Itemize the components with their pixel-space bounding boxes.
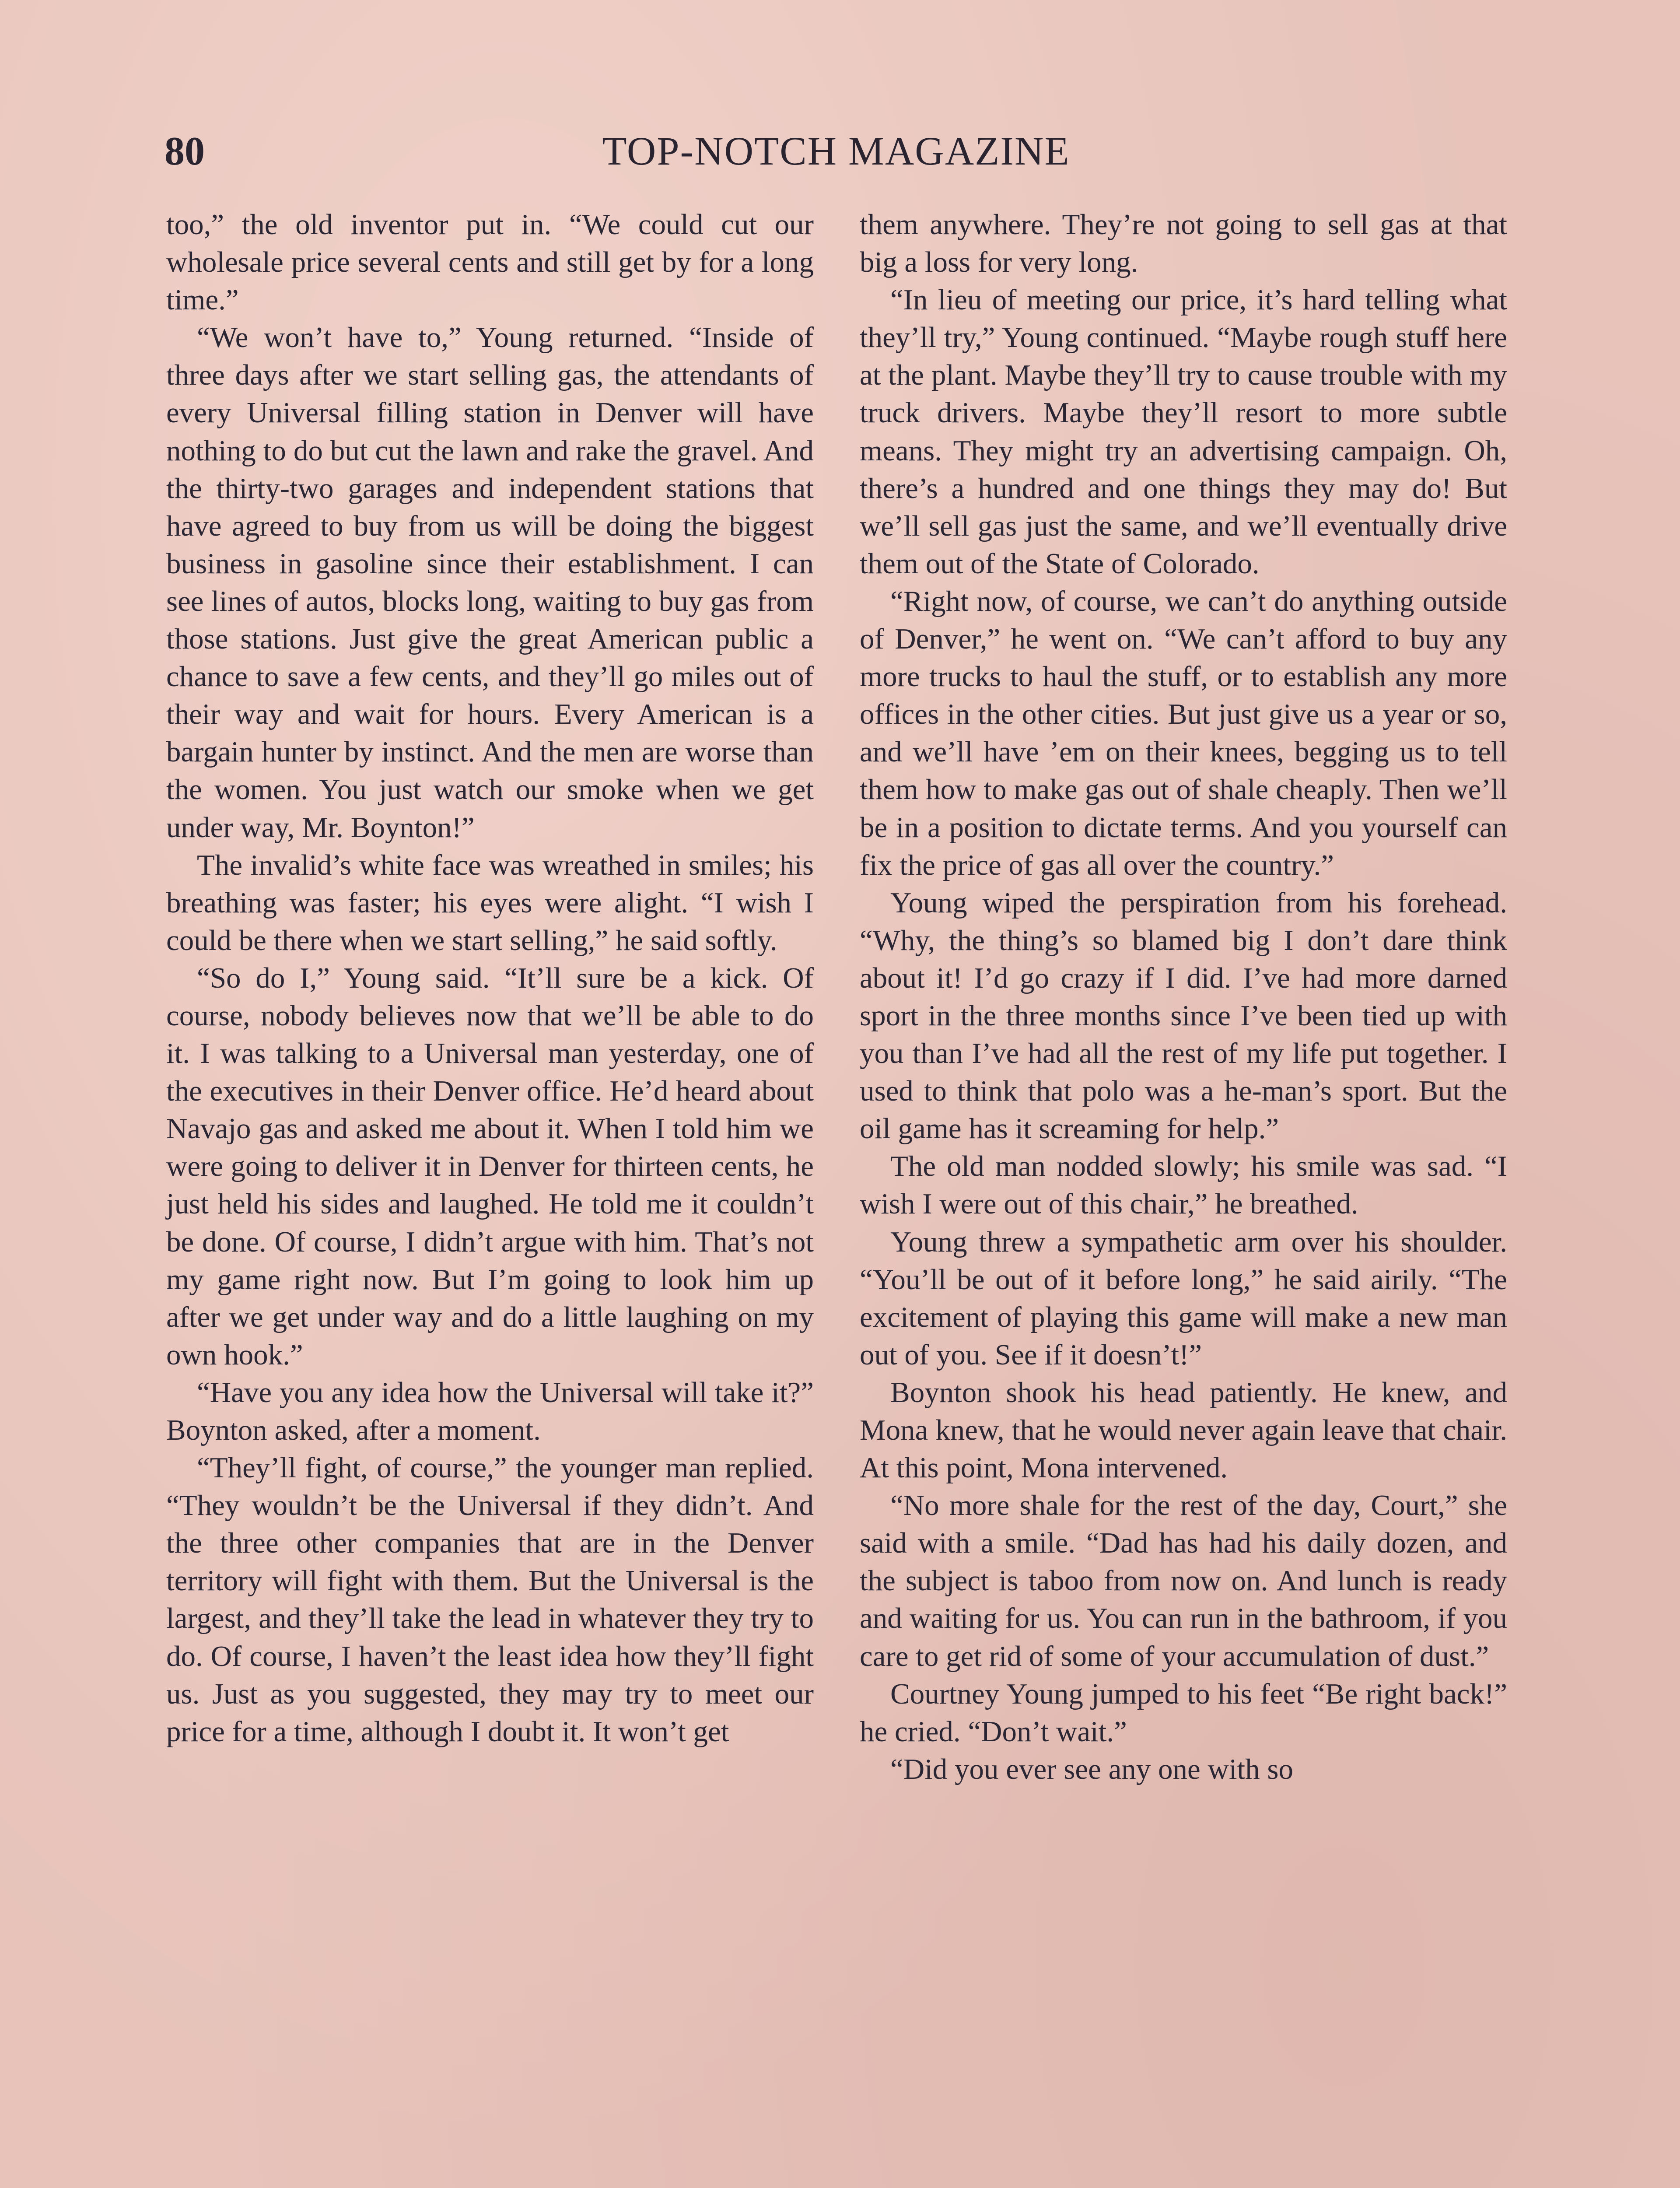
page-header [164, 127, 1508, 184]
paragraph: “In lieu of meeting our price, it’s hard telling what they’ll try,” Young continued. “Maybe rough stuff here at the plant. Maybe they’ll try to cause trouble with my truck drivers. Maybe they’ll resort to more subtle means. They might try an advertising campaign. Oh, there’s a hundred and one things they may do! But we’ll sell gas just the same, and we’ll eventually drive them out of the State of Colorado. [860, 284, 1507, 580]
paragraph: Boynton shook his head patiently. He knew, and Mona knew, that he would never again leave that chair. At this point, Mona intervened. [860, 1376, 1507, 1484]
left-column [166, 206, 814, 1750]
right-column [860, 206, 1507, 1788]
page-number: 80 [164, 129, 205, 173]
paragraph: “Have you any idea how the Universal will take it?” Boynton asked, after a moment. [166, 1376, 814, 1446]
paragraph: “Right now, of course, we can’t do anything outside of Denver,” he went on. “We can’t afford to buy any more trucks to haul the stuff, or to establish any more offices in the other cities. But just give us a year or so, and we’ll have ’em on their knees, begging us to tell them how to make gas out of shale cheaply. Then we’ll be in a position to dictate terms. And you yourself can fix the price of gas all over the country.” [860, 585, 1507, 881]
paragraph: Young wiped the perspiration from his forehead. “Why, the thing’s so blamed big I don’t dare think about it! I’d go crazy if I did. I’ve had more darned sport in the three months since I’ve been tied up with you than I’ve had all the rest of my life put together. I used to think that polo was a he-man’s sport. But the oil game has it screaming for help.” [860, 886, 1507, 1145]
magazine-title: TOP-NOTCH MAGAZINE [602, 129, 1070, 173]
paragraph: “So do I,” Young said. “It’ll sure be a kick. Of course, nobody believes now that we’ll be able to do it. I was talking to a Universal man yesterday, one of the executives in their Denver office. He’d heard about Navajo gas and asked me about it. When I told him we were going to deliver it in Denver for thirteen cents, he just held his sides and laughed. He told me it couldn’t be done. Of course, I didn’t argue with him. That’s not my game right now. But I’m going to look him up after we get under way and do a little laughing on my own hook.” [166, 961, 814, 1371]
paragraph: too,” the old inventor put in. “We could cut our wholesale price several cents and still get by for a long time.” [166, 208, 814, 316]
paragraph: “No more shale for the rest of the day, Court,” she said with a smile. “Dad has had his daily dozen, and the subject is taboo from now on. And lunch is ready and waiting for us. You can run in the bathroom, if you care to get rid of some of your accumulation of dust.” [860, 1489, 1507, 1673]
paragraph: The invalid’s white face was wreathed in smiles; his breathing was faster; his eyes were alight. “I wish I could be there when we start selling,” he said softly. [166, 849, 814, 957]
paragraph: “Did you ever see any one with so [890, 1753, 1293, 1785]
paragraph: The old man nodded slowly; his smile was sad. “I wish I were out of this chair,” he breathed. [860, 1150, 1507, 1220]
paragraph: “We won’t have to,” Young returned. “Inside of three days after we start selling gas, the attendants of every Universal filling station in Denver will have nothing to do but cut the lawn and rake the gravel. And the thirty-two garages and independent stations that have agreed to buy from us will be doing the biggest business in gasoline since their establishment. I can see lines of autos, blocks long, waiting to buy gas from those stations. Just give the great American public a chance to save a few cents, and they’ll go miles out of their way and wait for hours. Every American is a bargain hunter by instinct. And the men are worse than the women. You just watch our smoke when we get under way, Mr. Boynton!” [166, 321, 814, 844]
paragraph: them anywhere. They’re not going to sell gas at that big a loss for very long. [860, 208, 1507, 279]
paragraph: Young threw a sympathetic arm over his shoulder. “You’ll be out of it before long,” he said airily. “The excitement of playing this game will make a new man out of you. See if it doesn’t!” [860, 1225, 1507, 1371]
paragraph: Courtney Young jumped to his feet “Be right back!” he cried. “Don’t wait.” [860, 1677, 1507, 1748]
paragraph: “They’ll fight, of course,” the younger man replied. “They wouldn’t be the Universal if they didn’t. And the three other companies that are in the Denver territory will fight with them. But the Universal is the largest, and they’ll take the lead in whatever they try to do. Of course, I haven’t the least idea how they’ll fight us. Just as you suggested, they may try to meet our price for a time, although I doubt it. It won’t get [166, 1452, 814, 1748]
